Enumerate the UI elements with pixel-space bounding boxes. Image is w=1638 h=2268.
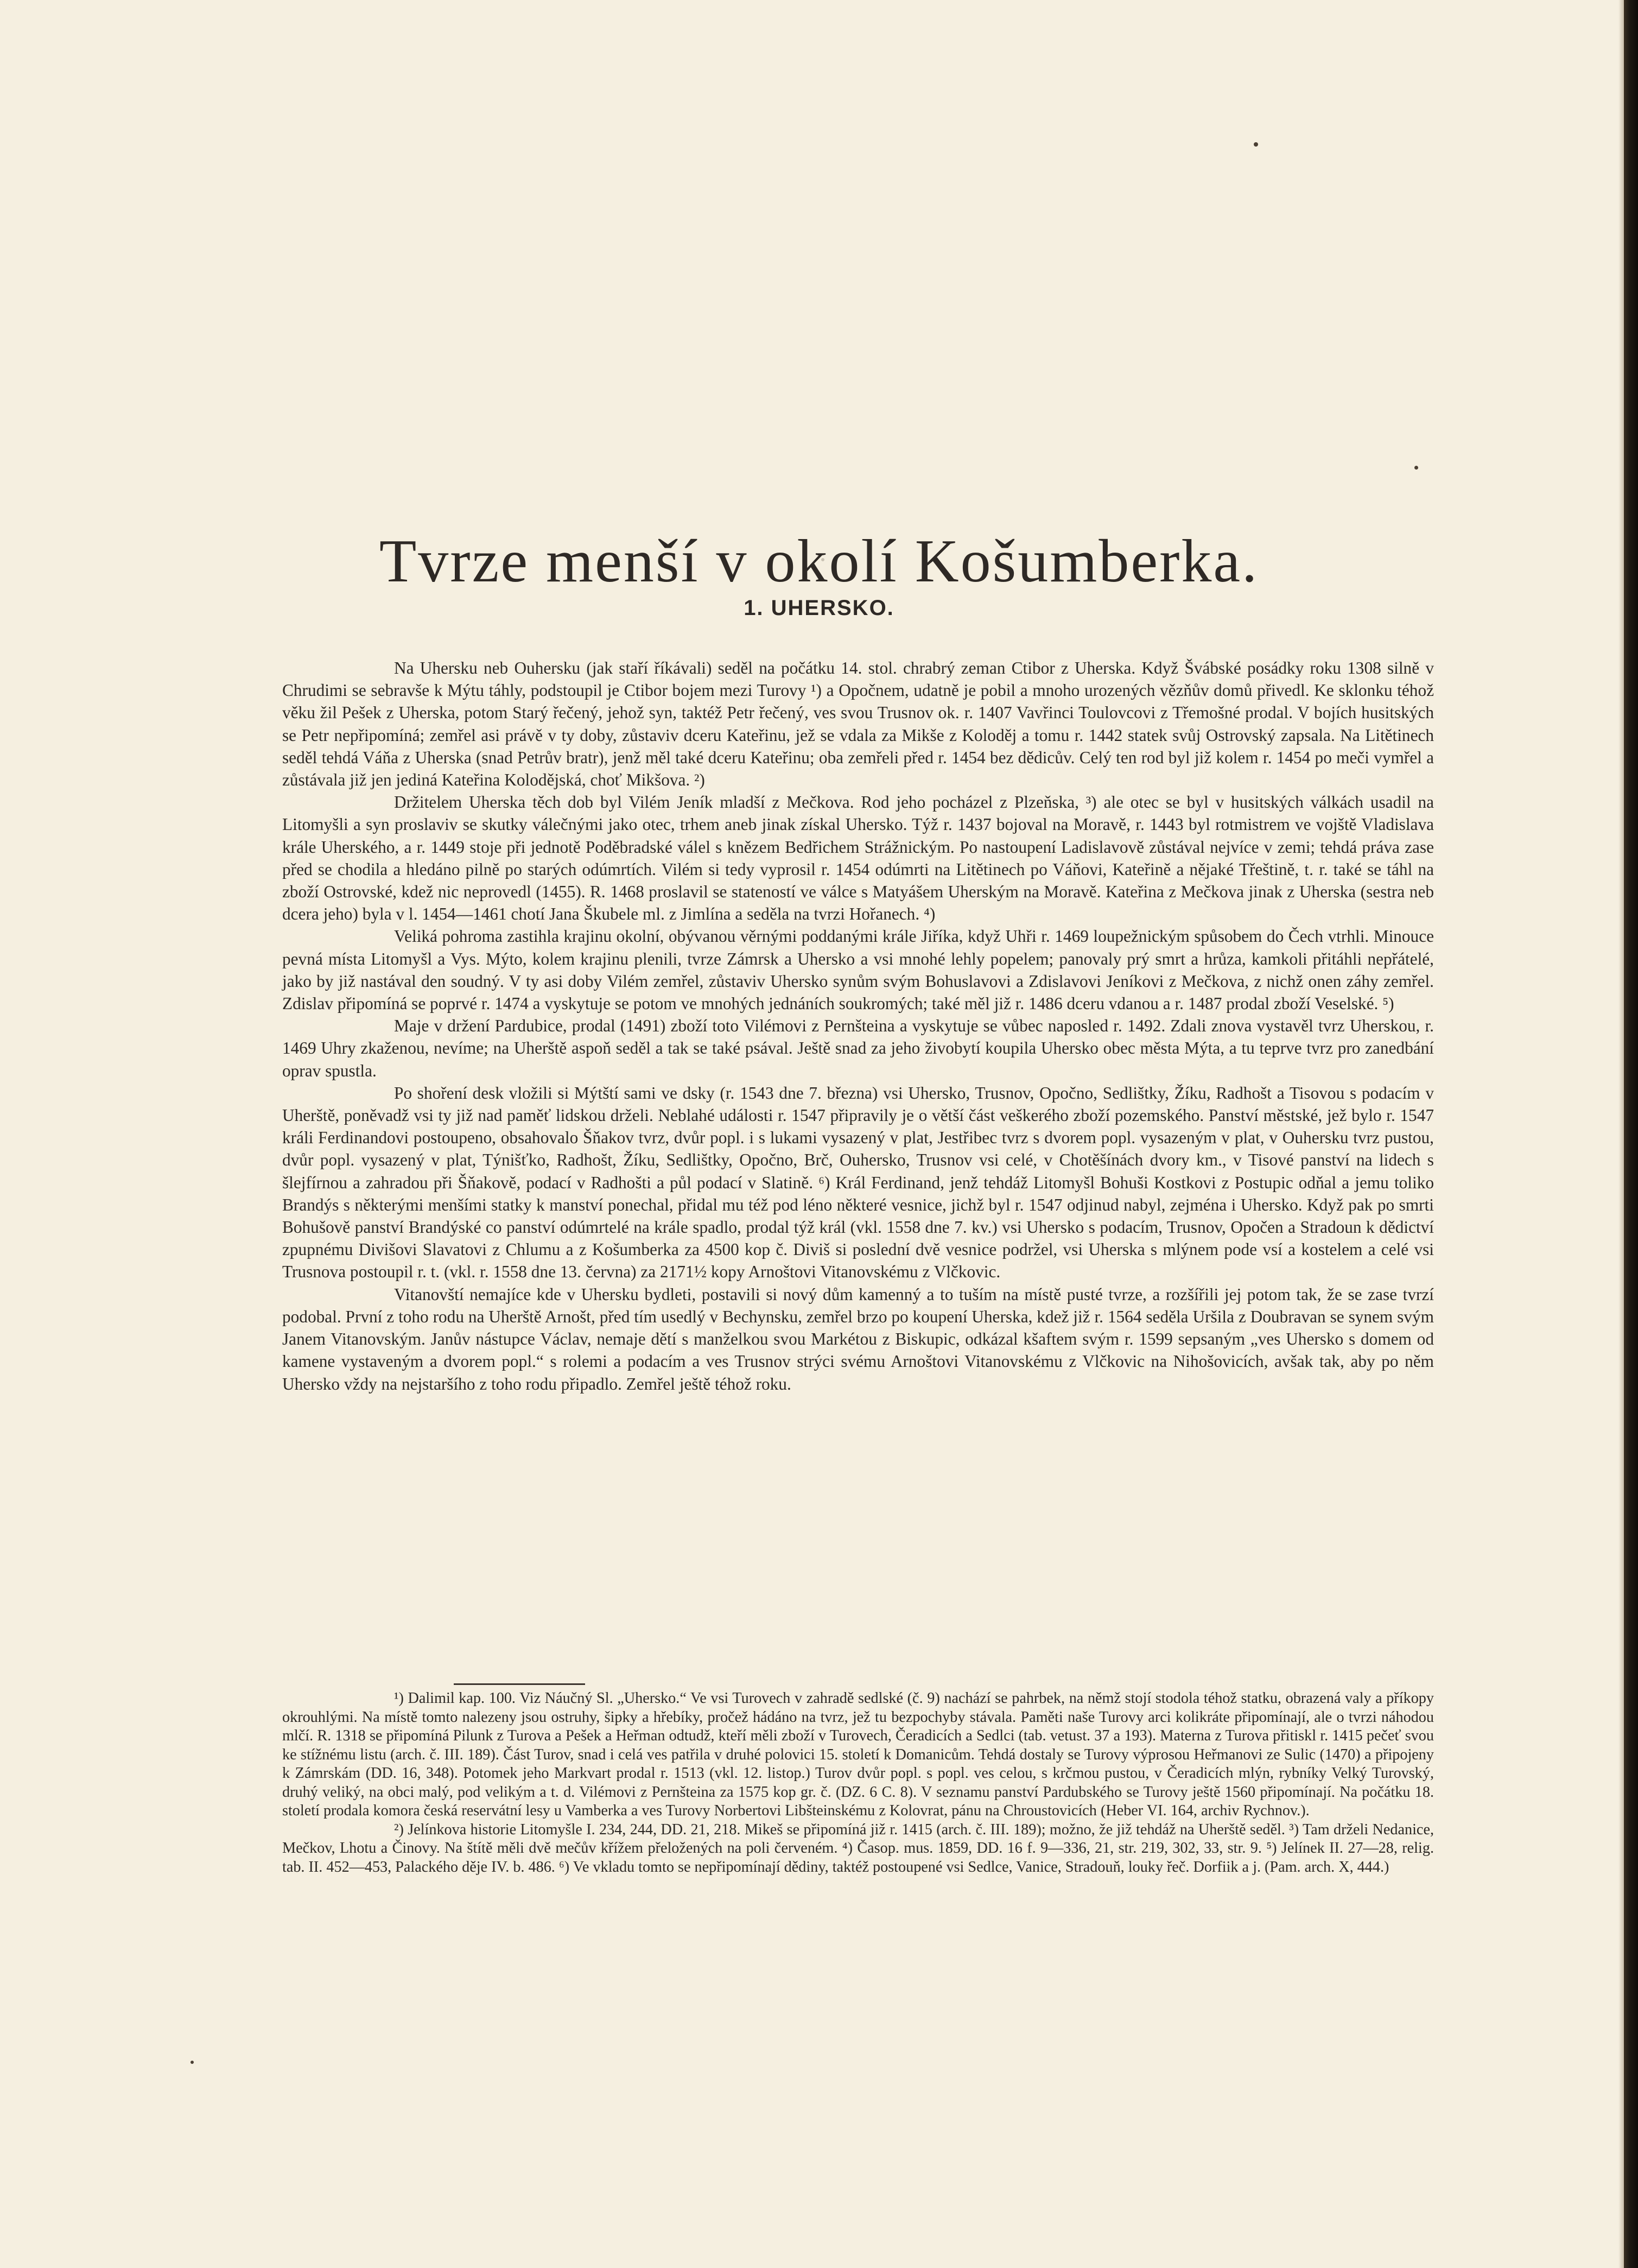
paragraph: Maje v držení Pardubice, prodal (1491) zboží toto Vilémovi z Pernšteina a vyskytuje se vůbec naposled r. 1492. Zdali znova vystavěl tvrz Uherskou, r. 1469 Uhry zkaženou, nevíme; na Uherště aspoň seděl a tak se také psával. Ještě snad za jeho živobytí koupila Uhersko obec města Mýta, a tu teprve tvrz pro zanedbání oprav spustla.	[282, 1016, 1434, 1080]
speck	[191, 2061, 194, 2064]
page-title: Tvrze menší v okolí Košumberka.	[379, 528, 1259, 595]
footnote: ²) Jelínkova historie Litomyšle I. 234, 244, DD. 21, 218. Mikeš se připomíná již r. 1415 (arch. č. III. 189); možno, že již tehdáž na Uherště seděl. ³) Tam drželi Nedanice, Mečkov, Lhotu a Činovy. Na štítě měli dvě mečův křížem přeložených na poli červeném. ⁴) Časop. mus. 1859, DD. 16 f. 9—336, 21, str. 219, 302, 33, str. 9. ⁵) Jelínek II. 27—28, relig. tab. II. 452—453, Palackého děje IV. b. 486. ⁶) Ve vkladu tomto se nepřipomínají dědiny, taktéž postoupené vsi Sedlce, Vanice, Stradouň, louky řeč. Dorfiik a j. (Pam. arch. X, 444.)	[282, 1821, 1434, 1876]
footnote: ¹) Dalimil kap. 100. Viz Náučný Sl. „Uhersko.“ Ve vsi Turovech v zahradě sedlské (č. 9) nachází se pahrbek, na němž stojí stodola téhož statku, obrazená valy a příkopy okrouhlými. Na místě tomto nalezeny jsou ostruhy, šipky a hřebíky, pročež hádáno na tvrz, jež tu bezpochyby stávala. Paměti naše Turovy arci kolikráte připomínají, ale o tvrzi náhodou mlčí. R. 1318 se připomíná Pilunk z Turova a Pešek a Heřman odtudž, kteří měli zboží v Turovech, Čeradicích a Sedlci (tab. vetust. 37 a 193). Materna z Turova přitiskl r. 1415 pečeť svou ke stížnému listu (arch. č. III. 189). Část Turov, snad i celá ves patřila v druhé polovici 15. století k Domanicům. Tehdá dostaly se Turovy výprosou Heřmanovi ze Sulic (1470) a připojeny k Zámrskám (DD. 16, 348). Potomek jeho Markvart prodal r. 1513 (vkl. 12. listop.) Turov dvůr popl. s popl. ves celou, s krčmou pustou, v Čeradicích mlýn, rybníky Velký Turovský, druhý veliký, na obci malý, pod velikým a t. d. Vilémovi z Pernšteina za 1575 kop gr. č. (DZ. 6 C. 8). V seznamu panství Pardubského se Turovy ještě 1560 připomínají. Na počátku 18. století prodala komora česká reservátní lesy u Vamberka a ves Turovy Norbertovi Libšteinskému z Kolovrat, pánu na Chroustovicích (Heber VI. 164, archiv Rychnov.).	[282, 1690, 1434, 1819]
paragraph: Po shoření desk vložili si Mýtští sami ve dsky (r. 1543 dne 7. března) vsi Uhersko, Trusnov, Opočno, Sedlištky, Žíku, Radhošt a Tisovou s podacím v Uherště, poněvadž vsi ty již nad paměť lidskou drželi. Neblahé události r. 1547 připravily je o větší část veškerého zboží pozemského. Panství městské, jež bylo r. 1547 králi Ferdinandovi postoupeno, obsahovalo Šňakov tvrz, dvůr popl. i s lukami vysazený v plat, Jestřibec tvrz s dvorem popl. vysazeným v plat, v Ouhersku tvrz pustou, dvůr popl. vysazený v plat, Týnišťko, Radhošt, Žíku, Sedlištky, Opočno, Brč, Ouhersko, Trusnov vsi celé, v Chotěšínách dvory km., v Tisové panství na lidech s šlejfírnou a zahradou při Šňakově, podací v Radhošti a půl podací v Slatině. ⁶) Král Ferdinand, jenž tehdáž Litomyšl Bohuši Kostkovi z Postupic odňal a jemu toliko Brandýs s některými menšími statky k manství ponechal, přidal mu též pod léno některé vesnice, jichž byl r. 1547 odjinud nabyl, zejména i Uhersko. Když pak po smrti Bohušově panství Brandýské co panství odúmrtelé na krále spadlo, prodal týž král (vkl. 1558 dne 7. kv.) vsi Uhersko s podacím, Trusnov, Opočen a Stradoun k dědictví zpupnému Divišovi Slavatovi z Chlumu a z Košumberka za 4500 kop č. Diviš si poslední dvě vesnice podržel, vsi Uherska s mlýnem pode vsí a kostelem a celé vsi Trusnova postoupil r. t. (vkl. r. 1558 dne 13. června) za 2171½ kopy Arnoštovi Vitanovskému z Vlčkovic.	[282, 1083, 1434, 1282]
paragraph: Vitanovští nemajíce kde v Uhersku bydleti, postavili si nový dům kamenný a to tuším na místě pusté tvrze, a rozšířili jej potom tak, že se zase tvrzí podobal. První z toho rodu na Uherště Arnošt, před tím usedlý v Bechynsku, zemřel brzo po koupení Uherska, kdež již r. 1564 seděla Uršila z Doubravan se synem svým Janem Vitanovským. Janův nástupce Václav, nemaje dětí s manželkou svou Markétou z Biskupic, odkázal kšaftem svým r. 1599 sepsaným „ves Uhersko s domem od kamene vystaveným a dvorem popl.“ s rolemi a podacím a ves Trusnov strýci svému Arnoštovi Vitanovskému z Vlčkovic na Nihošovicích, avšak tak, aby po něm Uhersko vždy na nejstaršího z toho rodu připadlo. Zemřel ještě téhož roku.	[282, 1284, 1434, 1393]
scan-dark-edge	[1624, 0, 1638, 2268]
speck	[1414, 466, 1418, 470]
footnote-separator	[454, 1683, 585, 1685]
main-text	[282, 657, 1434, 1395]
paragraph: Veliká pohroma zastihla krajinu okolní, obývanou věrnými poddanými krále Jiříka, když Uhři r. 1469 loupežnickým spůsobem do Čech vtrhli. Minouce pevná místa Litomyšl a Vys. Mýto, kolem krajinu plenili, tvrze Zámrsk a Uhersko a vsi mnohé lehly popelem; panovaly prý smrt a hrůza, kamkoli přitáhli nepřátelé, jako by již nastával den soudný. V ty asi doby Vilém zemřel, zůstaviv Uhersko synům svým Bohuslavovi a Zdislavovi Jeníkovi z Mečkova, z nichž onen záhy zemřel. Zdislav připomíná se poprvé r. 1474 a vyskytuje se potom ve mnohých jednáních soukromých; také měl již r. 1486 dceru vdanou a r. 1487 prodal zboží Veselské. ⁵)	[282, 927, 1434, 1013]
paragraph: Držitelem Uherska těch dob byl Vilém Jeník mladší z Mečkova. Rod jeho pocházel z Plzeňska, ³) ale otec se byl v husitských válkách usadil na Litomyšli a syn proslaviv se skutky válečnými jako otec, trhem aneb jinak získal Uhersko. Týž r. 1437 bojoval na Moravě, r. 1443 byl rotmistrem ve vojště Vladislava krále Uherského, a r. 1449 stoje při jednotě Poděbradské válel s knězem Bedřichem Strážnickým. Po nastoupení Ladislavově zůstával nejvíce v zemi; tehdá práva zase před se chodila a hledáno pilně po starých odúmrtích. Vilém si tedy vyprosil r. 1454 odúmrti na Litětinech po Váňovi, Kateřině a nějaké Třeštině, t. r. také se táhl na zboží Ostrovské, kdež nic neprovedl (1455). R. 1468 proslavil se stateností ve válce s Matyášem Uherským na Moravě. Kateřina z Mečkova jinak z Uherska (sestra neb dcera jeho) byla v l. 1454—1461 chotí Jana Škubele ml. z Jimlína a seděla na tvrzi Hořanech. ⁴)	[282, 793, 1434, 924]
page-edge-shadow	[1618, 0, 1624, 2268]
speck	[1254, 142, 1258, 147]
paragraph: Na Uhersku neb Ouhersku (jak staří říkávali) seděl na počátku 14. stol. chrabrý zeman Ctibor z Uherska. Když Švábské posádky roku 1308 silně v Chrudimi se sebravše k Mýtu táhly, podstoupil je Ctibor bojem mezi Turovy ¹) a Opočnem, udatně je pobil a mnoho urozených vězňův domů přivedl. Ke sklonku téhož věku žil Pešek z Uherska, potom Starý řečený, jehož syn, taktéž Petr řečený, ves svou Trusnov ok. r. 1407 Vavřinci Toulovcovi z Třemošné prodal. V bojích husitských se Petr nepřipomíná; zemřel asi právě v ty doby, zůstaviv dceru Kateřinu, jež se vdala za Mikše z Koloděj a tomu r. 1442 statek svůj Ostrovský zapsala. Na Litětinech seděl tehdá Váňa z Uherska (snad Petrův bratr), jenž měl také dceru Kateřinu; oba zemřeli před r. 1454 bez dědicův. Celý ten rod byl již kolem r. 1454 po meči vymřel a zůstávala již jen jediná Kateřina Kolodějská, choť Mikšova. ²)	[282, 658, 1434, 790]
section-heading: 1. UHERSKO.	[744, 596, 894, 620]
footnotes	[282, 1689, 1434, 1877]
